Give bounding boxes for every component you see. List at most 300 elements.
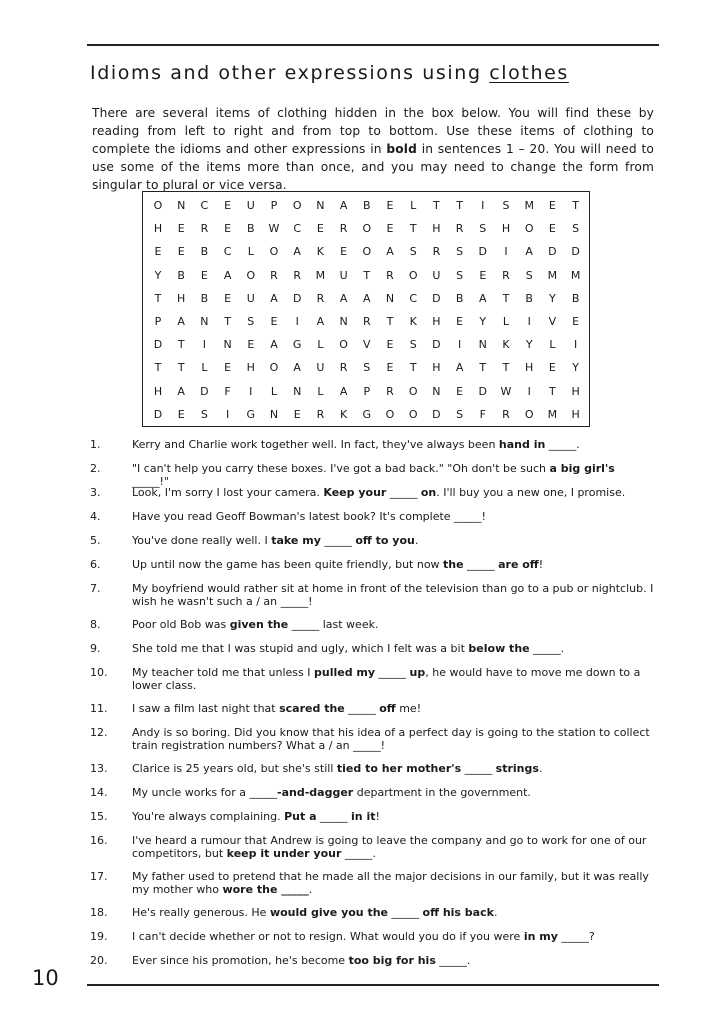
sentence-number: 6. <box>90 558 101 571</box>
grid-letter: N <box>269 407 279 421</box>
grid-letter: A <box>479 291 487 305</box>
sentence-text <box>132 726 654 752</box>
grid-letter: D <box>292 291 302 305</box>
sentence-fragment: He's really generous. He <box>132 906 270 919</box>
sentence-fragment: ! <box>538 558 544 571</box>
grid-letter: T <box>409 361 417 375</box>
grid-letter: R <box>432 245 441 259</box>
grid-letter: A <box>270 291 278 305</box>
grid-row <box>143 380 589 403</box>
sentence-fragment: . I'll buy you a new one, I promise. <box>436 486 626 499</box>
grid-letter: E <box>177 407 185 421</box>
grid-letter: S <box>456 407 464 421</box>
grid-letter: B <box>247 222 255 236</box>
sentence-text <box>132 762 654 775</box>
grid-letter: S <box>479 222 487 236</box>
grid-letter: O <box>292 199 302 212</box>
grid-letter: E <box>224 222 232 236</box>
grid-letter: W <box>500 384 512 398</box>
sentence-fragment: Look, I'm sorry I lost your camera. <box>132 486 324 499</box>
grid-letter: E <box>224 291 232 305</box>
grid-letter: E <box>386 199 394 212</box>
grid-row <box>143 264 589 287</box>
grid-letter: L <box>270 384 278 398</box>
grid-letter: G <box>292 338 302 352</box>
grid-row <box>143 217 589 240</box>
sentence-fragment: Clarice is 25 years old, but she's still <box>132 762 337 775</box>
grid-letter: P <box>270 199 278 212</box>
idiom-bold: would give you the <box>269 906 389 919</box>
sentence-number: 8. <box>90 618 101 631</box>
grid-letter: E <box>270 315 278 328</box>
grid-letter: A <box>339 199 348 212</box>
sentence-text <box>132 702 654 715</box>
grid-letter: O <box>408 384 418 398</box>
idiom-bold: the <box>443 558 464 571</box>
grid-letter: V <box>548 315 557 328</box>
grid-letter: E <box>293 407 301 421</box>
idiom-bold: are off <box>498 558 539 571</box>
grid-letter: T <box>154 361 162 375</box>
grid-letter: E <box>548 361 556 375</box>
sentence-number: 17. <box>90 870 108 883</box>
sentence-text <box>132 582 654 608</box>
grid-letter: L <box>410 199 417 212</box>
grid-row <box>143 356 589 379</box>
grid-letter: I <box>225 407 230 421</box>
grid-letter: D <box>432 338 441 352</box>
grid-letter: R <box>293 268 302 282</box>
sentence-text <box>132 930 654 943</box>
sentence-text <box>132 666 654 692</box>
sentence-fragment: . <box>493 906 498 919</box>
sentence-fragment: . <box>308 883 313 896</box>
grid-letter: S <box>409 245 417 259</box>
grid-letter: O <box>246 268 256 282</box>
grid-letter: R <box>339 222 348 236</box>
grid-row <box>143 310 589 333</box>
grid-letter: Y <box>549 291 556 305</box>
idiom-bold: up <box>409 666 426 679</box>
idiom-bold: tied to her mother's <box>336 762 462 775</box>
idiom-bold: in my <box>523 930 558 943</box>
sentence-fragment: My father used to pretend that he made all the major decisions in our family, but it was really my mother who <box>132 870 649 896</box>
sentence-fragment: _____ <box>316 810 352 823</box>
grid-letter: N <box>293 384 302 398</box>
idiom-bold: take my <box>271 534 321 547</box>
sentence-text <box>132 870 654 896</box>
grid-letter: T <box>479 361 487 375</box>
sentence-fragment: . <box>538 762 543 775</box>
sentence-fragment: Andy is so boring. Did you know that his idea of a perfect day is going to the station to collect train registration numbers? What a / an _____! <box>132 726 650 752</box>
grid-letter: E <box>479 268 487 282</box>
grid-letter: D <box>153 407 163 421</box>
sentence-fragment: department in the government. <box>353 786 531 799</box>
grid-letter: B <box>455 291 464 305</box>
sentence-fragment: _____ <box>375 666 410 679</box>
grid-letter: A <box>293 245 301 259</box>
grid-letter: A <box>363 291 371 305</box>
sentence-number: 10. <box>90 666 108 679</box>
grid-letter: H <box>501 222 511 236</box>
sentence-fragment: _____. <box>545 438 580 451</box>
grid-letter: S <box>525 268 533 282</box>
grid-letter: O <box>524 222 534 236</box>
grid-letter: T <box>549 384 556 398</box>
sentence-number: 7. <box>90 582 101 595</box>
sentence-number: 16. <box>90 834 108 847</box>
grid-letter: R <box>316 407 325 421</box>
grid-letter: M <box>524 199 534 212</box>
grid-letter: H <box>246 361 255 375</box>
grid-letter: L <box>317 338 324 352</box>
sentence-text <box>132 642 654 655</box>
grid-letter: E <box>340 245 348 259</box>
sentence-text <box>132 906 654 919</box>
grid-letter: E <box>200 268 208 282</box>
grid-letter: E <box>224 199 232 212</box>
sentence-fragment: _____ <box>388 906 423 919</box>
top-rule <box>87 44 659 46</box>
idiom-bold: too big for his <box>348 954 436 967</box>
grid-letter: A <box>177 315 185 328</box>
grid-letter: B <box>200 291 209 305</box>
sentence-number: 3. <box>90 486 101 499</box>
grid-letter: M <box>570 268 581 282</box>
grid-letter: E <box>177 222 185 236</box>
grid-letter: S <box>502 199 510 212</box>
sentence-fragment: _____. <box>529 642 565 655</box>
sentence-fragment: . <box>414 534 419 547</box>
idiom-bold: keep it under your <box>226 847 342 860</box>
grid-letter: E <box>386 361 394 375</box>
grid-letter: S <box>572 222 580 236</box>
grid-row <box>143 194 589 217</box>
grid-letter: A <box>525 245 533 259</box>
grid-letter: O <box>153 199 163 212</box>
grid-letter: O <box>362 245 372 259</box>
idiom-bold: off his back <box>422 906 494 919</box>
sentence-number: 1. <box>90 438 101 451</box>
grid-letter: R <box>316 291 325 305</box>
sentence-text <box>132 834 654 860</box>
grid-letter: L <box>549 338 556 352</box>
sentence-fragment: My boyfriend would rather sit at home in front of the television than go to a pub or nightclub. I wish he wasn't such a / an _____! <box>132 582 654 608</box>
sentence-number: 9. <box>90 642 101 655</box>
grid-letter: M <box>315 268 326 282</box>
grid-letter: E <box>548 199 556 212</box>
sentence-fragment: I can't decide whether or not to resign. What would you do if you were <box>132 930 524 943</box>
grid-letter: C <box>200 199 209 212</box>
grid-letter: T <box>177 361 185 375</box>
sentence-text <box>132 462 654 488</box>
grid-letter: B <box>200 245 209 259</box>
grid-letter: T <box>456 199 463 212</box>
sentence-fragment: Kerry and Charlie work together well. In fact, they've always been <box>132 438 499 451</box>
sentence-fragment: , he would have to move me down to a lower class. <box>132 666 641 692</box>
grid-letter: G <box>362 407 372 421</box>
sentence-fragment: She told me that I was stupid and ugly, which I felt was a bit <box>132 642 469 655</box>
grid-letter: E <box>386 222 394 236</box>
grid-letter: R <box>455 222 464 236</box>
grid-letter: E <box>224 361 232 375</box>
grid-letter: N <box>478 338 487 352</box>
grid-letter: N <box>223 338 232 352</box>
grid-letter: Y <box>572 361 579 375</box>
title-keyword: clothes <box>489 62 569 84</box>
grid-row <box>143 287 589 310</box>
sentence-fragment: _____ <box>344 702 380 715</box>
grid-letter: M <box>547 407 558 421</box>
grid-letter: I <box>481 199 485 212</box>
grid-letter: D <box>432 291 441 305</box>
grid-letter: L <box>317 384 324 398</box>
grid-letter: M <box>547 268 558 282</box>
grid-letter: I <box>457 338 462 352</box>
sentence-number: 15. <box>90 810 108 823</box>
sentence-number: 13. <box>90 762 108 775</box>
instructions: There are several items of clothing hidden in the box below. You will find these by reading from left to right and from top to bottom. Use these items of clothing to complete the idioms and other expressions in bold in sentences 1 – 20. You will need to use some of the items more than once, and you may need to change the form from singular to plural or vice versa. <box>92 106 654 192</box>
grid-letter: A <box>339 384 348 398</box>
grid-letter: N <box>339 315 348 328</box>
grid-letter: S <box>456 268 464 282</box>
grid-letter: E <box>247 338 255 352</box>
sentence-text <box>132 810 654 823</box>
page-title <box>90 62 569 84</box>
grid-letter: K <box>339 407 348 421</box>
grid-letter: H <box>153 384 163 398</box>
grid-letter: C <box>409 291 418 305</box>
sentence-text <box>132 618 654 631</box>
grid-letter: B <box>363 199 371 212</box>
grid-letter: N <box>200 315 209 328</box>
grid-letter: O <box>339 338 348 352</box>
grid-letter: I <box>295 315 299 328</box>
grid-letter: E <box>548 222 556 236</box>
grid-letter: B <box>525 291 533 305</box>
grid-letter: D <box>478 245 488 259</box>
grid-letter: O <box>385 407 395 421</box>
grid-letter: H <box>432 315 441 328</box>
idiom-bold: in it <box>351 810 376 823</box>
grid-letter: P <box>154 315 162 328</box>
grid-letter: E <box>386 338 394 352</box>
grid-letter: O <box>408 268 418 282</box>
sentence-number: 5. <box>90 534 101 547</box>
sentence-fragment: _____ <box>386 486 421 499</box>
grid-letter: T <box>154 291 162 305</box>
idiom-bold: a big girl's <box>549 462 615 475</box>
grid-letter: R <box>502 268 510 282</box>
idiom-bold: below the <box>468 642 530 655</box>
grid-letter: K <box>502 338 510 352</box>
sentence-fragment: I saw a film last night that <box>132 702 280 715</box>
grid-letter: D <box>571 245 580 259</box>
sentence-text <box>132 510 654 523</box>
grid-letter: A <box>293 361 301 375</box>
sentence-number: 11. <box>90 702 108 715</box>
grid-letter: R <box>339 361 348 375</box>
sentence-fragment: _____? <box>557 930 595 943</box>
idiom-bold: Keep your <box>323 486 387 499</box>
grid-letter: D <box>432 407 441 421</box>
grid-letter: O <box>362 222 372 236</box>
grid-letter: U <box>316 361 325 375</box>
grid-letter: T <box>502 361 510 375</box>
grid-letter: A <box>455 361 464 375</box>
page-number: 10 <box>32 966 59 990</box>
sentence-fragment: _____!" <box>132 475 169 488</box>
title-text: Idioms and other expressions using <box>90 62 490 84</box>
grid-letter: N <box>316 199 325 212</box>
grid-letter: S <box>363 361 371 375</box>
grid-letter: E <box>177 245 185 259</box>
idiom-bold: scared the <box>279 702 345 715</box>
grid-letter: E <box>154 245 162 259</box>
grid-letter: D <box>548 245 557 259</box>
grid-letter: A <box>177 384 185 398</box>
grid-letter: O <box>408 407 418 421</box>
sentence-fragment: _____ <box>461 762 496 775</box>
sentence-number: 2. <box>90 462 101 475</box>
grid-letter: U <box>246 291 255 305</box>
idiom-bold: wore the _____ <box>222 883 309 896</box>
grid-letter: N <box>385 291 395 305</box>
idiom-bold: given the <box>229 618 289 631</box>
grid-letter: B <box>571 291 580 305</box>
sentence-fragment: "I can't help you carry these boxes. I've got a bad back." "Oh don't be such <box>132 462 550 475</box>
word-search-grid <box>142 191 590 427</box>
grid-letter: O <box>269 361 279 375</box>
grid-letter: U <box>432 268 441 282</box>
grid-letter: N <box>177 199 186 212</box>
sentence-fragment: Poor old Bob was <box>132 618 230 631</box>
grid-letter: I <box>527 315 531 328</box>
grid-letter: U <box>246 199 255 212</box>
grid-letter: R <box>270 268 278 282</box>
grid-letter: T <box>502 291 510 305</box>
grid-letter: R <box>386 384 394 398</box>
grid-letter: S <box>247 315 255 328</box>
grid-letter: F <box>224 384 231 398</box>
grid-letter: E <box>316 222 324 236</box>
grid-letter: K <box>316 245 324 259</box>
grid-letter: A <box>386 245 394 259</box>
sentence-fragment: You're always complaining. <box>132 810 285 823</box>
grid-letter: I <box>527 384 531 398</box>
grid-letter: D <box>200 384 209 398</box>
sentence-fragment: ! <box>375 810 380 823</box>
grid-letter: S <box>200 407 208 421</box>
grid-letter: A <box>316 315 325 328</box>
grid-letter: Y <box>479 315 487 328</box>
grid-letter: Y <box>154 268 162 282</box>
grid-letter: H <box>432 222 441 236</box>
idiom-bold: -and-dagger <box>277 786 354 799</box>
grid-letter: T <box>177 338 185 352</box>
sentence-number: 19. <box>90 930 108 943</box>
grid-letter: G <box>246 407 256 421</box>
grid-letter: R <box>200 222 209 236</box>
grid-letter: I <box>504 245 508 259</box>
grid-letter: P <box>363 384 371 398</box>
sentence-text <box>132 786 654 799</box>
grid-letter: O <box>524 407 534 421</box>
grid-letter: D <box>478 384 488 398</box>
grid-letter: C <box>293 222 302 236</box>
grid-letter: U <box>339 268 348 282</box>
grid-row <box>143 403 589 426</box>
grid-letter: O <box>269 245 279 259</box>
grid-letter: H <box>571 407 580 421</box>
grid-letter: F <box>479 407 486 421</box>
sentence-text <box>132 534 654 547</box>
grid-letter: C <box>223 245 232 259</box>
grid-letter: H <box>432 361 441 375</box>
grid-letter: L <box>502 315 510 328</box>
grid-letter: N <box>432 384 441 398</box>
sentence-text <box>132 954 654 967</box>
bottom-rule <box>87 984 659 986</box>
grid-letter: I <box>573 338 578 352</box>
sentence-number: 12. <box>90 726 108 739</box>
sentence-text <box>132 486 654 499</box>
grid-letter: L <box>247 245 254 259</box>
grid-letter: Y <box>525 338 533 352</box>
grid-letter: T <box>363 268 371 282</box>
sentence-fragment: My teacher told me that unless I <box>132 666 314 679</box>
grid-row <box>143 333 589 356</box>
grid-letter: A <box>223 268 232 282</box>
sentence-fragment: Up until now the game has been quite friendly, but now <box>132 558 444 571</box>
grid-letter: R <box>362 315 371 328</box>
grid-letter: H <box>177 291 186 305</box>
sentence-number: 20. <box>90 954 108 967</box>
sentence-fragment: Have you read Geoff Bowman's latest book? It's complete _____! <box>132 510 486 523</box>
grid-letter: R <box>502 407 510 421</box>
idiom-bold: pulled my <box>313 666 376 679</box>
sentence-number: 14. <box>90 786 108 799</box>
sentence-fragment: _____ last week. <box>288 618 379 631</box>
grid-letter: I <box>202 338 207 352</box>
grid-letter: L <box>201 361 208 375</box>
grid-letter: S <box>456 245 464 259</box>
grid-letter: H <box>571 384 580 398</box>
grid-letter: E <box>456 384 464 398</box>
grid-letter: T <box>409 222 417 236</box>
grid-letter: A <box>339 291 348 305</box>
grid-letter: W <box>268 222 280 236</box>
sentence-fragment: _____ <box>463 558 499 571</box>
sentence-text <box>132 438 654 451</box>
grid-letter: V <box>363 338 371 352</box>
grid-letter: I <box>249 384 253 398</box>
grid-letter: T <box>572 199 579 212</box>
sentence-text <box>132 558 654 571</box>
grid-letter: R <box>386 268 394 282</box>
grid-letter: K <box>409 315 417 328</box>
grid-letter: A <box>270 338 278 352</box>
grid-letter: B <box>177 268 185 282</box>
idiom-bold: hand in <box>498 438 546 451</box>
grid-row <box>143 240 589 263</box>
grid-letter: T <box>433 199 440 212</box>
sentence-number: 18. <box>90 906 108 919</box>
sentence-fragment: _____. <box>435 954 471 967</box>
idiom-bold: off <box>379 702 396 715</box>
sentence-number: 4. <box>90 510 101 523</box>
idiom-bold: off to you <box>355 534 415 547</box>
